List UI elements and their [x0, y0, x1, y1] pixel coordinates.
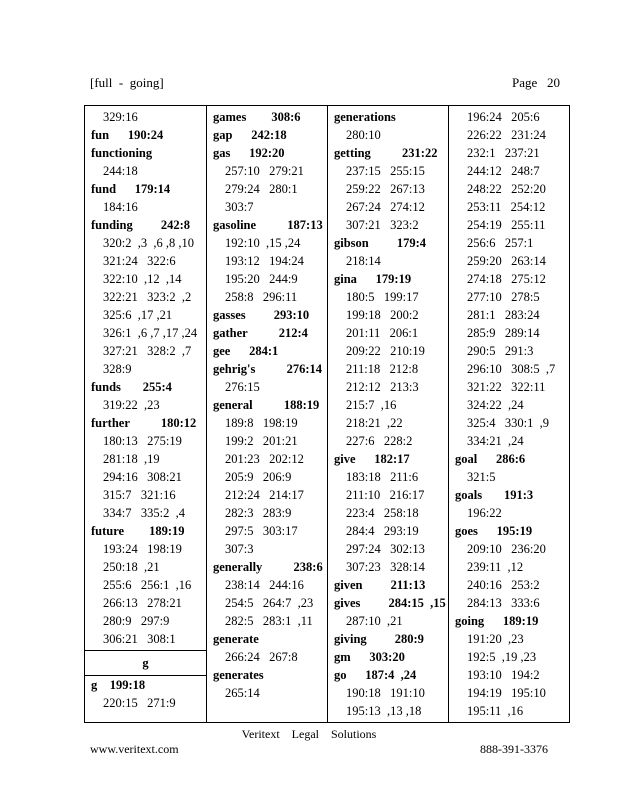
index-reference: 281:18 ,19	[103, 452, 160, 466]
index-reference: 282:3 283:9	[225, 506, 292, 520]
index-term: going 189:19	[455, 614, 539, 628]
index-reference: 280:10	[346, 128, 381, 142]
index-term: fun 190:24	[91, 128, 164, 142]
index-term: gasses 293:10	[213, 308, 310, 322]
index-reference: 284:13 333:6	[467, 596, 540, 610]
index-reference: 196:24 205:6	[467, 110, 540, 124]
index-reference: 258:8 296:11	[225, 290, 298, 304]
index-grid	[84, 105, 570, 723]
index-reference: 290:5 291:3	[467, 344, 534, 358]
index-term: future 189:19	[91, 524, 185, 538]
index-reference: 212:24 214:17	[225, 488, 304, 502]
index-reference: 257:10 279:21	[225, 164, 304, 178]
index-term: goals 191:3	[455, 488, 534, 502]
index-reference: 306:21 308:1	[103, 632, 176, 646]
index-reference: 325:6 ,17 ,21	[103, 308, 173, 322]
index-reference: 319:22 ,23	[103, 398, 160, 412]
index-reference: 201:11 206:1	[346, 326, 419, 340]
index-reference: 328:9	[103, 362, 132, 376]
index-term: g 199:18	[91, 678, 146, 692]
index-reference: 254:5 264:7 ,23	[225, 596, 314, 610]
index-reference: 334:21 ,24	[467, 434, 524, 448]
footer-company: Veritext Legal Solutions	[241, 727, 377, 741]
index-reference: 259:20 263:14	[467, 254, 546, 268]
index-reference: 267:24 274:12	[346, 200, 425, 214]
header-range: [full - going]	[90, 75, 164, 90]
index-reference: 199:2 201:21	[225, 434, 298, 448]
index-reference: 239:11 ,12	[467, 560, 524, 574]
index-reference: 325:4 330:1 ,9	[467, 416, 549, 430]
index-reference: 195:20 244:9	[225, 272, 298, 286]
index-reference: 276:15	[225, 380, 260, 394]
index-term: gina 179:19	[334, 272, 412, 286]
index-reference: 250:18 ,21	[103, 560, 160, 574]
index-reference: 307:21 323:2	[346, 218, 419, 232]
index-reference: 238:14 244:16	[225, 578, 304, 592]
index-reference: 282:5 283:1 ,11	[225, 614, 313, 628]
footer-website: www.veritext.com	[90, 742, 179, 756]
footer-phone: 888-391-3376	[480, 742, 548, 756]
index-reference: 307:23 328:14	[346, 560, 425, 574]
index-reference: 191:20 ,23	[467, 632, 524, 646]
index-term: gas 192:20	[213, 146, 285, 160]
index-reference: 320:2 ,3 ,6 ,8 ,10	[103, 236, 194, 250]
index-reference: 183:18 211:6	[346, 470, 419, 484]
index-term: gee 284:1	[213, 344, 279, 358]
section-header-g: g	[85, 650, 206, 676]
index-term: gap 242:18	[213, 128, 287, 142]
index-term: getting 231:22	[334, 146, 438, 160]
index-term: go 187:4 ,24	[334, 668, 417, 682]
index-reference: 280:9 297:9	[103, 614, 170, 628]
index-term: fund 179:14	[91, 182, 171, 196]
index-reference: 240:16 253:2	[467, 578, 540, 592]
index-reference: 285:9 289:14	[467, 326, 540, 340]
index-term: gives 284:15 ,15	[334, 596, 446, 610]
index-reference: 220:15 271:9	[103, 696, 176, 710]
index-column-3	[327, 106, 448, 722]
index-reference: 321:22 322:11	[467, 380, 546, 394]
index-reference: 327:21 328:2 ,7	[103, 344, 192, 358]
index-reference: 297:24 302:13	[346, 542, 425, 556]
index-reference: 279:24 280:1	[225, 182, 298, 196]
index-term: functioning	[91, 146, 153, 160]
index-reference: 307:3	[225, 542, 254, 556]
index-reference: 322:10 ,12 ,14	[103, 272, 182, 286]
index-reference: 212:12 213:3	[346, 380, 419, 394]
index-reference: 274:18 275:12	[467, 272, 546, 286]
index-term: generate	[213, 632, 259, 646]
index-reference: 284:4 293:19	[346, 524, 419, 538]
index-reference: 193:10 194:2	[467, 668, 540, 682]
index-term: give 182:17	[334, 452, 410, 466]
index-reference: 281:1 283:24	[467, 308, 540, 322]
index-reference: 266:24 267:8	[225, 650, 298, 664]
index-term: goal 286:6	[455, 452, 526, 466]
index-term: generations	[334, 110, 396, 124]
index-reference: 193:24 198:19	[103, 542, 182, 556]
index-reference: 297:5 303:17	[225, 524, 298, 538]
index-term: funds 255:4	[91, 380, 172, 394]
index-reference: 190:18 191:10	[346, 686, 425, 700]
index-reference: 180:5 199:17	[346, 290, 419, 304]
index-reference: 211:18 212:8	[346, 362, 419, 376]
index-reference: 265:14	[225, 686, 260, 700]
index-term: giving 280:9	[334, 632, 424, 646]
index-term: generates	[213, 668, 264, 682]
index-reference: 205:9 206:9	[225, 470, 292, 484]
index-reference: 226:22 231:24	[467, 128, 546, 142]
index-reference: 184:16	[103, 200, 138, 214]
index-reference: 211:10 216:17	[346, 488, 425, 502]
index-reference: 321:5	[467, 470, 496, 484]
index-column-2	[206, 106, 327, 722]
index-reference: 195:11 ,16	[467, 704, 524, 718]
index-reference: 218:14	[346, 254, 381, 268]
index-term: gehrig's 276:14	[213, 362, 323, 376]
index-reference: 266:13 278:21	[103, 596, 182, 610]
index-reference: 256:6 257:1	[467, 236, 534, 250]
index-reference: 255:6 256:1 ,16	[103, 578, 192, 592]
index-reference: 277:10 278:5	[467, 290, 540, 304]
index-reference: 315:7 321:16	[103, 488, 176, 502]
index-reference: 253:11 254:12	[467, 200, 546, 214]
page-number: Page 20	[511, 75, 560, 90]
index-reference: 244:12 248:7	[467, 164, 540, 178]
index-reference: 294:16 308:21	[103, 470, 182, 484]
index-reference: 324:22 ,24	[467, 398, 524, 412]
index-reference: 232:1 237:21	[467, 146, 540, 160]
index-reference: 259:22 267:13	[346, 182, 425, 196]
index-term: games 308:6	[213, 110, 301, 124]
index-term: gather 212:4	[213, 326, 308, 340]
index-reference: 321:24 322:6	[103, 254, 176, 268]
index-reference: 209:22 210:19	[346, 344, 425, 358]
index-term: gm 303:20	[334, 650, 405, 664]
index-reference: 194:19 195:10	[467, 686, 546, 700]
index-reference: 192:5 ,19 ,23	[467, 650, 537, 664]
index-reference: 322:21 323:2 ,2	[103, 290, 192, 304]
index-reference: 254:19 255:11	[467, 218, 546, 232]
index-reference: 199:18 200:2	[346, 308, 419, 322]
index-reference: 201:23 202:12	[225, 452, 304, 466]
index-reference: 334:7 335:2 ,4	[103, 506, 185, 520]
index-reference: 218:21 ,22	[346, 416, 403, 430]
index-reference: 192:10 ,15 ,24	[225, 236, 301, 250]
index-reference: 244:18	[103, 164, 138, 178]
index-reference: 193:12 194:24	[225, 254, 304, 268]
index-term: general 188:19	[213, 398, 320, 412]
index-reference: 329:16	[103, 110, 138, 124]
index-reference: 248:22 252:20	[467, 182, 546, 196]
index-reference: 296:10 308:5 ,7	[467, 362, 556, 376]
index-reference: 189:8 198:19	[225, 416, 298, 430]
index-reference: 326:1 ,6 ,7 ,17 ,24	[103, 326, 198, 340]
index-reference: 223:4 258:18	[346, 506, 419, 520]
index-column-4	[448, 106, 569, 722]
index-term: goes 195:19	[455, 524, 533, 538]
index-reference: 180:13 275:19	[103, 434, 182, 448]
index-reference: 195:13 ,13 ,18	[346, 704, 422, 718]
index-reference: 237:15 255:15	[346, 164, 425, 178]
index-term: further 180:12	[91, 416, 197, 430]
index-reference: 209:10 236:20	[467, 542, 546, 556]
index-reference: 196:22	[467, 506, 502, 520]
index-term: generally 238:6	[213, 560, 323, 574]
index-reference: 215:7 ,16	[346, 398, 397, 412]
index-term: gibson 179:4	[334, 236, 427, 250]
index-reference: 287:10 ,21	[346, 614, 403, 628]
index-term: funding 242:8	[91, 218, 190, 232]
index-reference: 303:7	[225, 200, 254, 214]
index-reference: 227:6 228:2	[346, 434, 413, 448]
index-column-1	[85, 106, 206, 722]
index-term: gasoline 187:13	[213, 218, 323, 232]
index-term: given 211:13	[334, 578, 426, 592]
